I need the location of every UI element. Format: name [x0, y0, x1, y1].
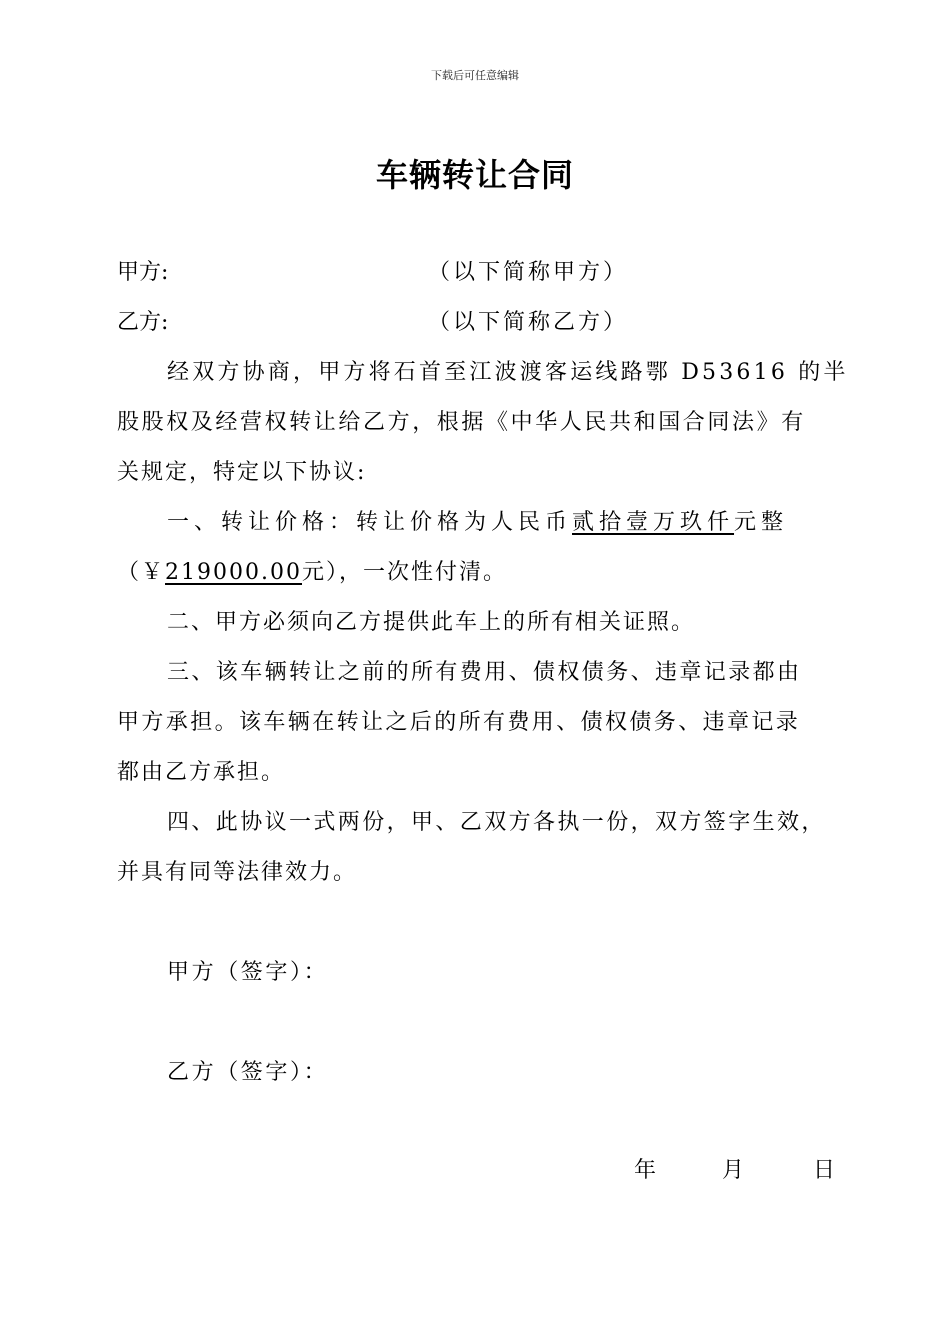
clause-1-suffix: 元整 [734, 510, 789, 535]
amount-in-numbers: 219000.00 [165, 560, 302, 585]
clause-1-line-1 [167, 508, 788, 538]
date-year: 年 [634, 1158, 657, 1183]
intro-line-2: 股股权及经营权转让给乙方，根据《中华人民共和国合同法》有 [117, 410, 806, 435]
clause-3-line-1: 三、该车辆转让之前的所有费用、债权债务、违章记录都由 [167, 660, 802, 685]
amount-in-words: 贰拾壹万玖仟 [572, 510, 735, 535]
clause-1-close: 元），一次性付清。 [302, 560, 508, 585]
document-title: 车辆转让合同 [375, 156, 574, 194]
party-a-label: 甲方: [117, 260, 169, 285]
party-b-label: 乙方: [117, 310, 169, 335]
clause-4-line-1: 四、此协议一式两份，甲、乙双方各执一份，双方签字生效， [167, 810, 826, 835]
header-note: 下载后可任意编辑 [431, 69, 519, 82]
clause-4-line-2: 并具有同等法律效力。 [117, 860, 358, 885]
party-a-note: （以下简称甲方） [428, 260, 629, 285]
clause-3-line-2: 甲方承担。该车辆在转让之后的所有费用、债权债务、违章记录 [117, 710, 801, 735]
clause-3-line-3: 都由乙方承担。 [117, 760, 286, 785]
date-month: 月 [722, 1158, 745, 1183]
date-day: 日 [813, 1158, 836, 1183]
party-a-signature: 甲方（签字）： [167, 960, 329, 985]
clause-2: 二、甲方必须向乙方提供此车上的所有相关证照。 [167, 610, 696, 635]
party-b-note: （以下简称乙方） [428, 310, 629, 335]
party-b-signature: 乙方（签字）： [167, 1060, 329, 1085]
clause-1-open: （￥ [117, 560, 166, 585]
intro-line-1: 经双方协商，甲方将石首至江波渡客运线路鄂 D53616 的半 [167, 360, 849, 385]
clause-1-prefix: 一、转让价格：转让价格为人民币 [167, 510, 573, 535]
intro-line-3: 关规定，特定以下协议: [117, 460, 367, 485]
clause-1-line-2 [117, 558, 507, 588]
